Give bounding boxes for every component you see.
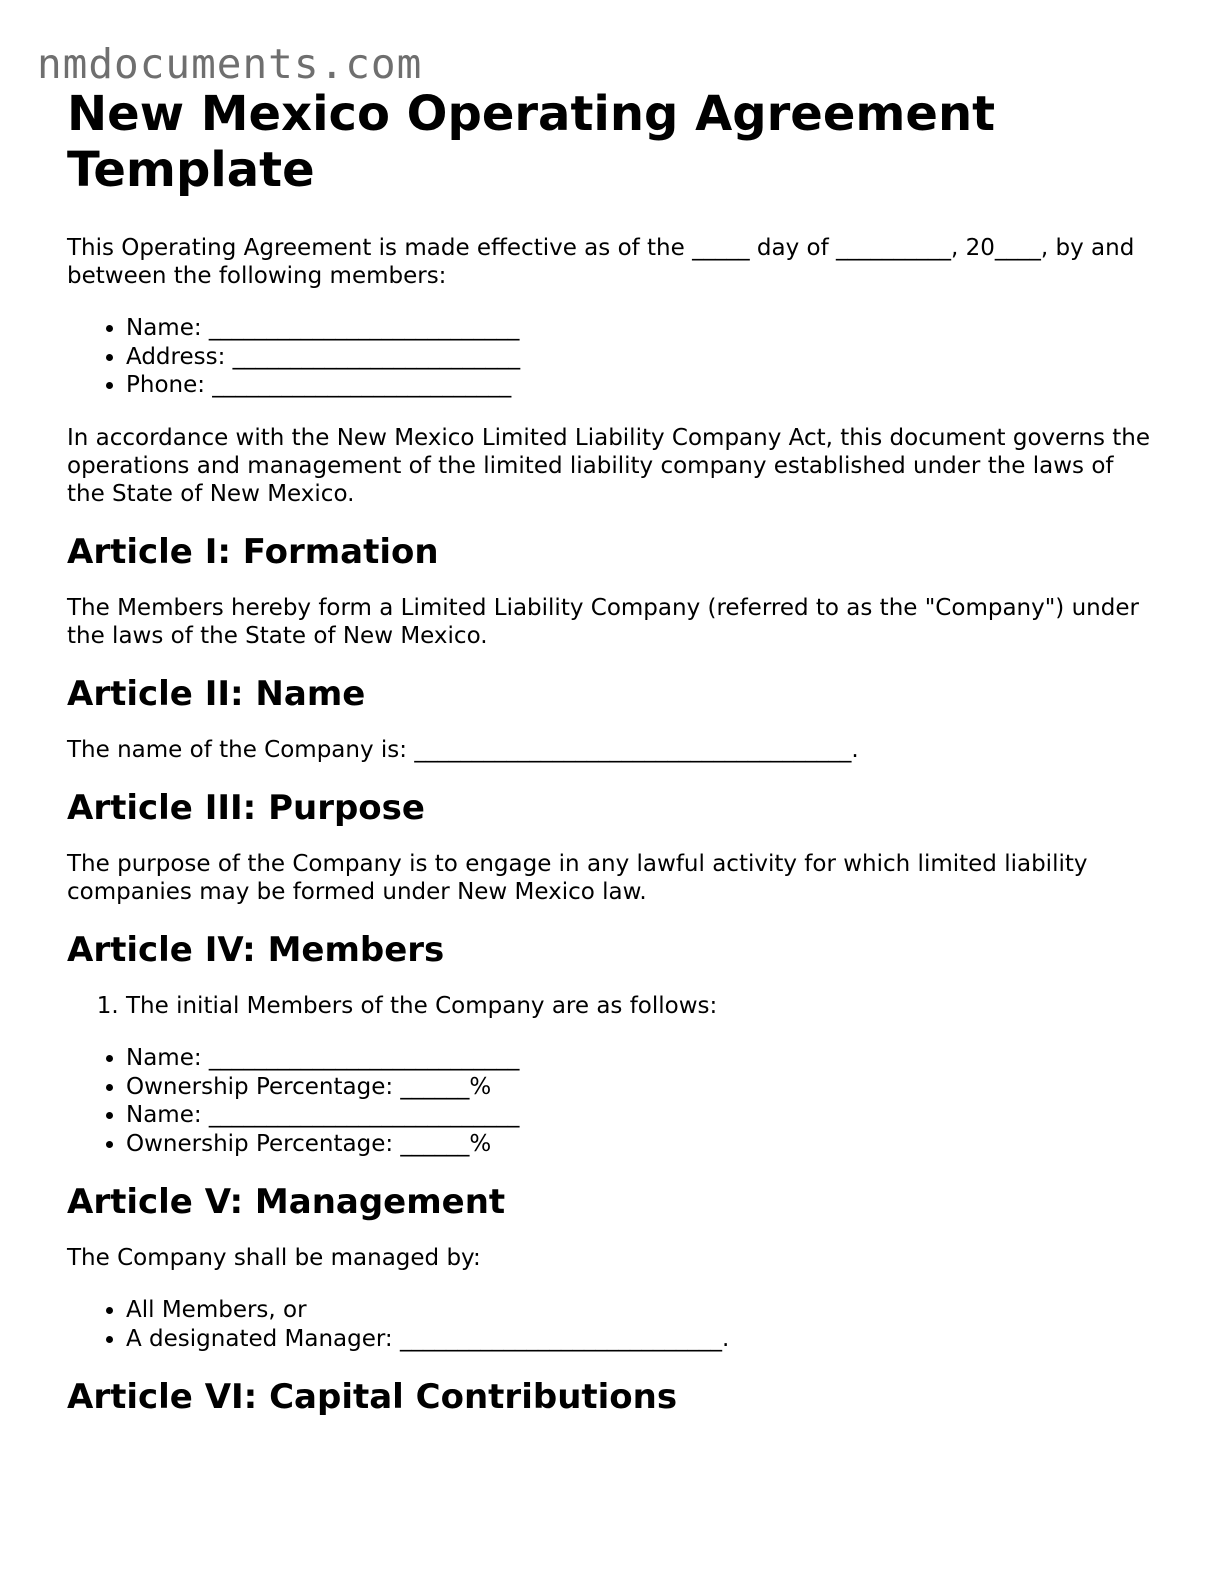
article-5-heading: Article V: Management xyxy=(67,1182,506,1222)
management-option-manager: • A designated Manager: ____________________________. xyxy=(126,1325,1157,1354)
document-page xyxy=(67,86,1157,1439)
article-4-member-fields xyxy=(67,1044,1157,1158)
governing-paragraph: In accordance with the New Mexico Limited Liability Company Act, this document governs the operations and management of the limited liability company established under the laws of the State of New Mexico. xyxy=(67,424,1150,507)
intro-field-name: • Name: ___________________________ xyxy=(126,314,1157,343)
member-2-name: • Name: ___________________________ xyxy=(126,1101,1157,1130)
article-1-heading: Article I: Formation xyxy=(67,531,439,572)
intro-field-address: • Address: _________________________ xyxy=(126,343,1157,372)
article-4-heading: Article IV: Members xyxy=(67,929,445,970)
article-4-item-1: 1. The initial Members of the Company are as follows: xyxy=(126,992,1157,1021)
intro-field-phone: • Phone: __________________________ xyxy=(126,371,1157,400)
intro-paragraph: This Operating Agreement is made effective as of the _____ day of __________, 20____, by and between the following members: xyxy=(67,235,1135,289)
article-4-numbered-list xyxy=(67,992,1157,1021)
intro-member-fields xyxy=(67,314,1157,400)
watermark: nmdocuments.com xyxy=(37,40,423,88)
article-5-text: The Company shall be managed by: xyxy=(67,1245,481,1271)
management-option-all-members: • All Members, or xyxy=(126,1296,1157,1325)
member-2-ownership: • Ownership Percentage: ______% xyxy=(126,1130,1157,1159)
article-3-heading: Article III: Purpose xyxy=(67,787,425,828)
document-title: New Mexico Operating Agreement Template xyxy=(67,86,996,198)
member-1-ownership: • Ownership Percentage: ______% xyxy=(126,1073,1157,1102)
article-3-text: The purpose of the Company is to engage in any lawful activity for which limited liability companies may be formed under New Mexico law. xyxy=(67,850,1088,905)
article-1-text: The Members hereby form a Limited Liability Company (referred to as the "Company") under the laws of the State of New Mexico. xyxy=(67,594,1139,649)
article-5-options xyxy=(67,1296,1157,1353)
article-2-text: The name of the Company is: ______________________________________. xyxy=(67,736,859,763)
article-2-heading: Article II: Name xyxy=(67,673,366,714)
member-1-name: • Name: ___________________________ xyxy=(126,1044,1157,1073)
article-6-heading: Article VI: Capital Contributions xyxy=(67,1377,678,1417)
